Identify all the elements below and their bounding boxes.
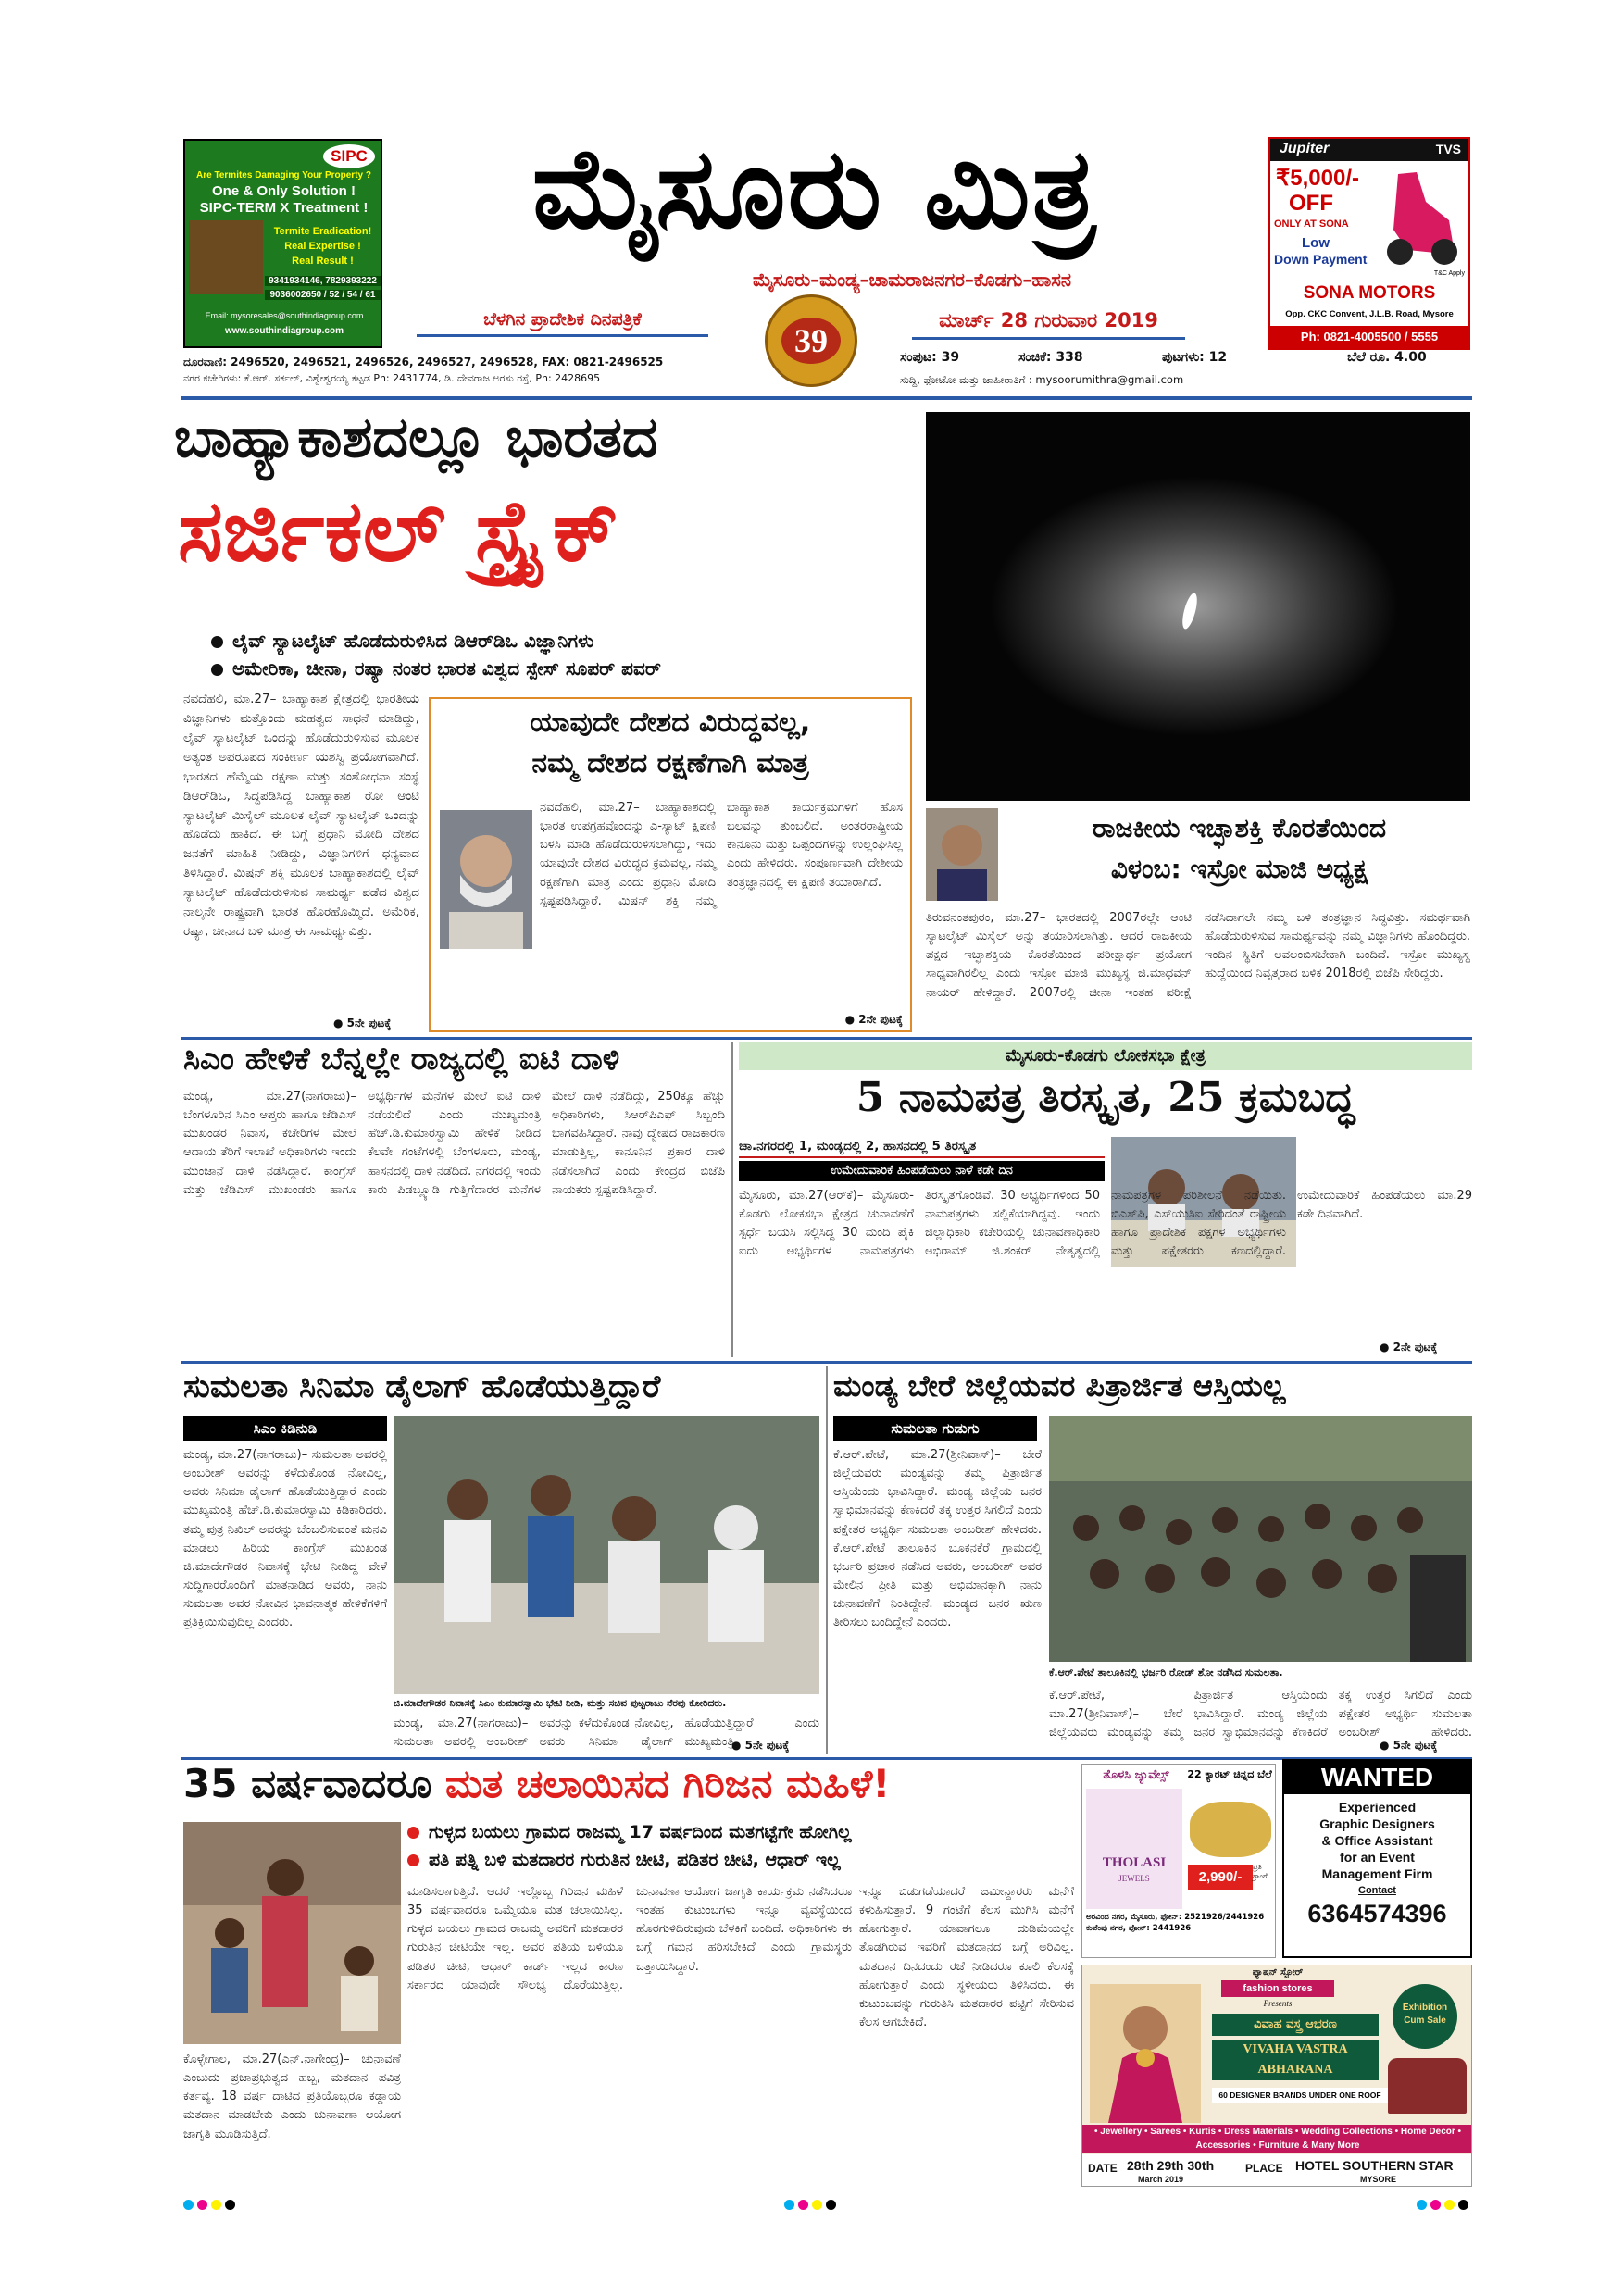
property-caption: ಕೆ.ಆರ್.ಪೇಟೆ ತಾಲೂಕಿನಲ್ಲಿ ಭರ್ಜರಿ ರೋಡ್ ಶೋ ನಡೆಸಿದ ಸುಮಲತಾ.: [1049, 1666, 1283, 1678]
wanted-line2: Graphic Designers: [1319, 1816, 1435, 1831]
property-headline: [833, 1368, 1472, 1404]
sipc-ad[interactable]: [183, 139, 382, 348]
tholasi-karat: 22 ಕ್ಯಾರಟ್ ಚಿನ್ನದ ಬೆಲೆ: [1187, 1768, 1272, 1780]
masthead-phones: ದೂರವಾಣಿ: 2496520, 2496521, 2496526, 2496527, 2496528, FAX: 0821-2496525: [183, 356, 664, 368]
cinema-headline-text: ಸುಮಲತಾ ಸಿನಿಮಾ ಡೈಲಾಗ್ ಹೊಡೆಯುತ್ತಿದ್ದಾರೆ: [183, 1368, 661, 1405]
reg-mark: [1417, 2200, 1427, 2210]
vivaha-title-1: VIVAHA VASTRA: [1212, 2040, 1379, 2060]
wanted-line3: & Office Assistant: [1321, 1833, 1433, 1848]
sona-amount: ₹5,000/-: [1276, 166, 1359, 191]
sipc-elim2: Real Expertise !: [284, 241, 361, 252]
isro-photo: [926, 808, 998, 901]
it-raid-headline: ಸಿಎಂ ಹೇಳಿಕೆ ಬೆನ್ನಲ್ಲೇ ರಾಜ್ಯದಲ್ಲಿ ಐಟಿ ದಾಳಿ: [183, 1041, 620, 1078]
vivaha-badge-2: Cum Sale: [1404, 2015, 1446, 2026]
nomination-sub-1: ಚಾ.ನಗರದಲ್ಲಿ 1, ಮಂಡ್ಯದಲ್ಲಿ 2, ಹಾಸನದಲ್ಲಿ 5 ತಿರಸ್ಕೃತ: [739, 1139, 1105, 1158]
modi-headline-2: ನಮ್ಮ ದೇಶದ ರಕ್ಷಣೆಗಾಗಿ ಮಾತ್ರ: [531, 747, 809, 780]
isro-body: ತಿರುವನಂತಪುರಂ, ಮಾ.27– ಭಾರತದಲ್ಲಿ 2007ರಲ್ಲೇ ಆಂಟಿ ಸ್ಯಾಟಲೈಟ್ ಮಿಸೈಲ್ ಅನ್ನು ತಯಾರಿಸಲಾಗಿತ್ತು. ಆದರೆ ರಾಜಕೀಯ ಪಕ್ಷದ ಇಚ್ಛಾಶಕ್ತಿಯ ಕೊರತೆಯಿಂದ ಪರೀಕ್ಷಾರ್ಥ ಪ್ರಯೋಗ ಸಾಧ್ಯವಾಗಿರಲಿಲ್ಲ ಎಂದು ಇಸ್ರೋ ಮಾಜಿ ಮುಖ್ಯಸ್ಥ ಜಿ.ಮಾಧವನ್ ನಾಯರ್ ಹೇಳಿದ್ದಾರೆ. 2007ರಲ್ಲಿ ಚೀನಾ ಇಂತಹ ಪರೀಕ್ಷೆ ನಡೆಸಿದಾಗಲೇ ನಮ್ಮ ಬಳಿ ತಂತ್ರಜ್ಞಾನ ಸಿದ್ಧವಿತ್ತು. ಸಮರ್ಥವಾಗಿ ಹೊಡೆದುರುಳಿಸುವ ಸಾಮರ್ಥ್ಯವನ್ನು ನಮ್ಮ ವಿಜ್ಞಾನಿಗಳು ಹೊಂದಿದ್ದರು. ಇಂದಿನ ಸ್ಥಿತಿಗೆ ಅವಲಂಬಿಸಬೇಕಾಗಿ ಬಂದಿದೆ. ಇಸ್ರೋ ಮುಖ್ಯಸ್ಥ ಹುದ್ದೆಯಿಂದ ನಿವೃತ್ತರಾದ ಬಳಿಕ 2018ರಲ್ಲಿ ಬಿಜೆಪಿ ಸೇರಿದ್ದರು.: [926, 911, 1470, 1000]
vivaha-date: 28th 29th 30th: [1127, 2158, 1215, 2173]
masthead-date: ಮಾರ್ಚ್ 28 ಗುರುವಾರ 2019: [912, 309, 1185, 340]
rule-1: [181, 1037, 1472, 1040]
vivaha-badge-1: Exhibition: [1402, 2003, 1448, 2013]
sipc-logo: SIPC: [323, 144, 375, 168]
vivaha-title-kn: ವಿವಾಹ ವಸ್ತ್ರ ಆಭರಣ: [1212, 2014, 1379, 2036]
it-raid-body: ಮಂಡ್ಯ, ಮಾ.27(ನಾಗರಾಜು)– ಬೆಂಗಳೂರಿನ ಸಿಎಂ ಆಪ್ತರು ಹಾಗೂ ಜೆಡಿಎಸ್ ಮುಖಂಡರ ನಿವಾಸ, ಕಚೇರಿಗಳ ಮೇಲೆ ಆದಾಯ ತೆರಿಗೆ ಇಲಾಖೆ ಅಧಿಕಾರಿಗಳು ಇಂದು ಮುಂಜಾನೆ ದಾಳಿ ನಡೆಸಿದ್ದಾರೆ. ಕಾಂಗ್ರೆಸ್ ಮತ್ತು ಜೆಡಿಎಸ್ ಮುಖಂಡರು ಹಾಗೂ ಅಭ್ಯರ್ಥಿಗಳ ಮನೆಗಳ ಮೇಲೆ ಐಟಿ ದಾಳಿ ನಡೆಯಲಿದೆ ಎಂದು ಮುಖ್ಯಮಂತ್ರಿ ಹೆಚ್.ಡಿ.ಕುಮಾರಸ್ವಾಮಿ ಹೇಳಿಕೆ ನೀಡಿದ ಕೆಲವೇ ಗಂಟೆಗಳಲ್ಲಿ ಬೆಂಗಳೂರು, ಮಂಡ್ಯ, ಹಾಸನದಲ್ಲಿ ದಾಳಿ ನಡೆದಿದೆ. ನಗರದಲ್ಲಿ ಇಂದು ಕಾರು ಪಿಡಬ್ಲ್ಯೂಡಿ ಗುತ್ತಿಗೆದಾರರ ಮನೆಗಳ ಮೇಲೆ ದಾಳಿ ನಡೆದಿದ್ದು, 250ಕ್ಕೂ ಹೆಚ್ಚು ಅಧಿಕಾರಿಗಳು, ಸಿಆರ್‌ಪಿಎಫ್ ಸಿಬ್ಬಂದಿ ಭಾಗವಹಿಸಿದ್ದಾರೆ. ನಾವು ದ್ವೇಷದ ರಾಜಕಾರಣ ಮಾಡುತ್ತಿಲ್ಲ, ಕಾನೂನಿನ ಪ್ರಕಾರ ದಾಳಿ ನಡೆಸಲಾಗಿದೆ ಎಂದು ಕೇಂದ್ರದ ಬಿಜೆಪಿ ನಾಯಕರು ಸ್ಪಷ್ಟಪಡಿಸಿದ್ದಾರೆ.: [183, 1090, 725, 1197]
cinema-label: ಸಿಎಂ ಕಿಡಿನುಡಿ: [183, 1416, 387, 1441]
sona-addr: Opp. CKC Convent, J.L.B. Road, Mysore: [1285, 309, 1454, 319]
modi-box: [429, 697, 912, 1032]
cinema-caption: ಜಿ.ಮಾದೇಗೌಡರ ನಿವಾಸಕ್ಕೆ ಸಿಎಂ ಕುಮಾರಸ್ವಾಮಿ ಭೇಟಿ ನೀಡಿ, ಮತ್ತು ಸಚಿವ ಪುಟ್ಟರಾಜು ನೆರವು ಕೋರಿದರು.: [394, 1698, 727, 1709]
masthead-issue: ಸಂಚಿಕೆ: 338: [1018, 350, 1083, 365]
lead-headline-1: ಬಾಹ್ಯಾಕಾಶದಲ್ಲೂ ಭಾರತದ: [174, 406, 658, 470]
masthead-pages: ಪುಟಗಳು: 12: [1162, 350, 1228, 365]
reg-mark: [225, 2200, 235, 2210]
tholasi-unit: ಪ್ರತಿ ಗ್ರಾಂಗೆ: [1253, 1863, 1268, 1880]
sona-phone: Ph: 0821-4005500 / 5555: [1270, 326, 1468, 348]
sona-only: ONLY AT SONA: [1274, 218, 1349, 230]
property-photo: [1049, 1416, 1472, 1662]
vivaha-city: MYSORE: [1360, 2175, 1397, 2184]
lead-body: ನವದೆಹಲಿ, ಮಾ.27– ಬಾಹ್ಯಾಕಾಶ ಕ್ಷೇತ್ರದಲ್ಲಿ ಭಾರತೀಯ ವಿಜ್ಞಾನಿಗಳು ಮತ್ತೊಂದು ಮಹತ್ವದ ಸಾಧನೆ ಮಾಡಿದ್ದು, ಲೈವ್ ಸ್ಯಾಟಲೈಟ್ ಒಂದನ್ನು ಹೊಡೆದುರುಳಿಸುವ ಮೂಲಕ ಅತ್ಯಂತ ಅಪರೂಪದ ಸಂಕೀರ್ಣ ಯಶಸ್ವಿ ಪ್ರಯೋಗವಾಗಿದೆ. ಭಾರತದ ಹೆಮ್ಮೆಯ ರಕ್ಷಣಾ ಮತ್ತು ಸಂಶೋಧನಾ ಸಂಸ್ಥೆ ಡಿಆರ್‌ಡಿಒ, ಸಿದ್ಧಪಡಿಸಿದ್ದ ಬಾಹ್ಯಾಕಾಶ ರೋ ಆಂಟಿ ಸ್ಯಾಟಲೈಟ್ ಮಿಸೈಲ್ ಮೂಲಕ ಲೈವ್ ಸ್ಯಾಟಲೈಟ್ ಒಂದನ್ನು ಹೊಡೆದು ಹಾಕಿದೆ. ಈ ಬಗ್ಗೆ ಪ್ರಧಾನಿ ಮೋದಿ ದೇಶದ ಜನತೆಗೆ ಮಾಹಿತಿ ನೀಡಿದ್ದು, ವಿಜ್ಞಾನಿಗಳಿಗೆ ಧನ್ಯವಾದ ತಿಳಿಸಿದ್ದಾರೆ. ಮಿಷನ್ ಶಕ್ತಿ ಮೂಲಕ ಬಾಹ್ಯಾಕಾಶದಲ್ಲಿ ಲೈವ್ ಸ್ಯಾಟಲೈಟ್ ಹೊಡೆದುರುಳಿಸುವ ಸಾಮರ್ಥ್ಯ ಪಡೆದ ವಿಶ್ವದ ನಾಲ್ಕನೇ ರಾಷ್ಟ್ರವಾಗಿ ಭಾರತ ಹೊರಹೊಮ್ಮಿದೆ. ಅಮೆರಿಕ, ರಷ್ಯಾ, ಚೀನಾದ ಬಳಿ ಮಾತ್ರ ಈ ಸಾಮರ್ಥ್ಯವಿತ್ತು.: [183, 692, 419, 940]
vivaha-title-2: ABHARANA: [1212, 2060, 1379, 2080]
masthead-tagline: ಬೆಳಗಿನ ಪ್ರಾದೇಶಿಕ ದಿನಪತ್ರಿಕೆ: [417, 309, 708, 337]
lead-bullet-2: [211, 657, 661, 680]
wanted-ad[interactable]: [1282, 1759, 1472, 1958]
wanted-line1: Experienced: [1338, 1800, 1417, 1815]
sipc-elim1: Termite Eradication!: [273, 226, 372, 237]
sona-name: SONA MOTORS: [1303, 283, 1436, 303]
modi-body: ನವದೆಹಲಿ, ಮಾ.27– ಬಾಹ್ಯಾಕಾಶದಲ್ಲಿ ಭಾರತ ಉಪಗ್ರಹವೊಂದನ್ನು ಎ-ಸ್ಯಾಟ್ ಕ್ಷಿಪಣಿ ಬಳಸಿ ಮಾಡಿ ಹೊಡೆದುರುಳಿಸಲಾಗಿದ್ದು, ಇದು ಯಾವುದೇ ದೇಶದ ವಿರುದ್ಧದ ಕ್ರಮವಲ್ಲ, ನಮ್ಮ ರಕ್ಷಣೆಗಾಗಿ ಮಾತ್ರ ಎಂದು ಪ್ರಧಾನಿ ಮೋದಿ ಸ್ಪಷ್ಟಪಡಿಸಿದ್ದಾರೆ. ಮಿಷನ್ ಶಕ್ತಿ ನಮ್ಮ ಬಾಹ್ಯಾಕಾಶ ಕಾರ್ಯಕ್ರಮಗಳಿಗೆ ಹೊಸ ಬಲವನ್ನು ತುಂಬಲಿದೆ. ಅಂತರರಾಷ್ಟ್ರೀಯ ಕಾನೂನು ಮತ್ತು ಒಪ್ಪಂದಗಳನ್ನು ಉಲ್ಲಂಘಿಸಿಲ್ಲ ಎಂದು ಹೇಳಿದರು. ಸಂಪೂರ್ಣವಾಗಿ ದೇಶೀಯ ತಂತ್ರಜ್ಞಾನದಲ್ಲಿ ಈ ಕ್ಷಿಪಣಿ ತಯಾರಾಗಿದೆ.: [540, 801, 903, 908]
vivaha-date-block: [1082, 2154, 1472, 2187]
sipc-web: www.southindiagroup.com: [225, 326, 344, 336]
vivaha-badge: [1393, 1984, 1457, 2049]
wanted-title: WANTED: [1284, 1761, 1470, 1794]
masthead-regions: ಮೈಸೂರು–ಮಂಡ್ಯ–ಚಾಮರಾಜನಗರ–ಕೊಡಗು–ಹಾಸನ: [752, 268, 1072, 291]
reg-mark: [1458, 2200, 1468, 2210]
vivaha-items: • Jewellery • Sarees • Kurtis • Dress Materials • Wedding Collections • Home Decor • Accessories • Furniture & Many More: [1082, 2125, 1472, 2152]
jupiter-logo: Jupiter: [1280, 141, 1330, 156]
tribal-bullet-2-text: ಪತಿ ಪತ್ನಿ ಬಳಿ ಮತದಾರರ ಗುರುತಿನ ಚೀಟಿ, ಪಡಿತರ ಚೀಟಿ, ಆಧಾರ್ ಇಲ್ಲ: [429, 1850, 841, 1870]
emblem-number: 39: [781, 318, 841, 364]
jewellery-photo: [1190, 1802, 1271, 1857]
vivaha-place-label: PLACE: [1245, 2162, 1283, 2175]
tribal-bullet-2: [407, 1850, 1074, 1870]
vivaha-brands: 60 DESIGNER BRANDS UNDER ONE ROOF: [1212, 2088, 1388, 2103]
sona-tc: T&C Apply: [1433, 270, 1465, 277]
masthead-volume: ಸಂಪುಟ: 39: [900, 350, 960, 365]
tribal-body-3: ಇನ್ನೂ ಬಿಡುಗಡೆಯಾದರೆ ಜಮೀನ್ದಾರರು ಮನೆಗೆ ಕಳುಹಿಸುತ್ತಾರೆ. 9 ಗಂಟೆಗೆ ಕೆಲಸ ಮುಗಿಸಿ ಮನೆಗೆ ಹೋಗುತ್ತಾರೆ. ಯಾವಾಗಲೂ ದುಡಿಮೆಯಲ್ಲೇ ತೊಡಗಿರುವ ಇವರಿಗೆ ಮತದಾನದ ಬಗ್ಗೆ ಅರಿವಿಲ್ಲ. ಮತದಾನ ದಿನದಂದು ರಜೆ ನೀಡಿದರೂ ಕೂಲಿ ಕೆಲಸಕ್ಕೆ ಹೋಗುತ್ತಾರೆ ಎಂದು ಸ್ಥಳೀಯರು ತಿಳಿಸಿದರು. ಈ ಕುಟುಂಬವನ್ನು ಗುರುತಿಸಿ ಮತದಾರರ ಪಟ್ಟಿಗೆ ಸೇರಿಸುವ ಕೆಲಸ ಆಗಬೇಕಿದೆ.: [859, 1885, 1074, 2029]
tholasi-ad[interactable]: [1081, 1764, 1276, 1958]
reg-mark: [1430, 2200, 1441, 2210]
masthead-email: ಸುದ್ದಿ, ಫೋಟೋ ಮತ್ತು ಜಾಹೀರಾತಿಗೆ : mysoorumithra@gmail.com: [900, 373, 1184, 386]
nomination-headline: 5 ನಾಮಪತ್ರ ತಿರಸ್ಕೃತ, 25 ಕ್ರಮಬದ್ಧ: [856, 1074, 1355, 1121]
wanted-line5: Management Firm: [1321, 1866, 1433, 1881]
vivaha-store: fashion stores: [1221, 1980, 1334, 1997]
tribal-headline-b: ಮತ ಚಲಾಯಿಸದ ಗಿರಿಜನ ಮಹಿಳೆ!: [444, 1761, 891, 1806]
cinema-body: ಮಂಡ್ಯ, ಮಾ.27(ನಾಗರಾಜು)– ಸುಮಲತಾ ಅವರಲ್ಲಿ ಅಂಬರೀಶ್ ಅವರನ್ನು ಕಳೆದುಕೊಂಡ ನೋವಿಲ್ಲ, ಅವರು ಸಿನಿಮಾ ಡೈಲಾಗ್ ಹೊಡೆಯುತ್ತಿದ್ದಾರೆ ಎಂದು ಮುಖ್ಯಮಂತ್ರಿ ಹೆಚ್.ಡಿ.ಕುಮಾರಸ್ವಾಮಿ ಕಿಡಿಕಾರಿದರು. ತಮ್ಮ ಪುತ್ರ ನಿಖಿಲ್ ಅವರನ್ನು ಬೆಂಬಲಿಸುವಂತೆ ಮನವಿ ಮಾಡಲು ಹಿರಿಯ ಕಾಂಗ್ರೆಸ್ ಮುಖಂಡ ಜಿ.ಮಾದೇಗೌಡರ ನಿವಾಸಕ್ಕೆ ಭೇಟಿ ನೀಡಿದ್ದ ವೇಳೆ ಸುದ್ದಿಗಾರರೊಂದಿಗೆ ಮಾತನಾಡಿದ ಅವರು, ನಾನು ಸುಮಲತಾ ಅವರ ನೋವಿನ ಭಾವನಾತ್ಮಕ ಹೇಳಿಕೆಗಳಿಗೆ ಪ್ರತಿಕ್ರಿಯಿಸುವುದಿಲ್ಲ ಎಂದರು.: [183, 1448, 387, 1630]
masthead-title: ಮೈಸೂರು ಮಿತ್ರ: [531, 125, 1098, 254]
reg-mark: [784, 2200, 794, 2210]
reg-mark: [211, 2200, 221, 2210]
reg-mark: [826, 2200, 836, 2210]
tholasi-logo-box: [1086, 1789, 1182, 1909]
tholasi-logo: THOLASI: [1102, 1855, 1167, 1870]
tholasi-brand-kn: ತೊಳಸಿ ಜ್ಯುವೆಲ್ಸ್: [1103, 1768, 1169, 1782]
property-body-2: ಕೆ.ಆರ್.ಪೇಟೆ, ಮಾ.27(ಶ್ರೀನಿವಾಸ್)– ಬೇರೆ ಜಿಲ್ಲೆಯವರು ಮಂಡ್ಯವನ್ನು ತಮ್ಮ ಪಿತ್ರಾರ್ಜಿತ ಆಸ್ತಿಯೆಂದು ಭಾವಿಸಿದ್ದಾರೆ. ಮಂಡ್ಯ ಜಿಲ್ಲೆಯ ಜನರ ಸ್ವಾಭಿಮಾನವನ್ನು ಕೆಣಕಿದರೆ ತಕ್ಕ ಉತ್ತರ ಸಿಗಲಿದೆ ಎಂದು ಪಕ್ಷೇತರ ಅಭ್ಯರ್ಥಿ ಸುಮಲತಾ ಅಂಬರೀಶ್ ಹೇಳಿದರು.: [1049, 1689, 1472, 1741]
lead-bullet-2-text: ಅಮೇರಿಕಾ, ಚೀನಾ, ರಷ್ಯಾ ನಂತರ ಭಾರತ ವಿಶ್ವದ ಸ್ಪೇಸ್ ಸೂಪರ್ ಪವರ್: [232, 657, 661, 680]
reg-mark: [183, 2200, 194, 2210]
rule-2: [181, 1361, 1472, 1364]
vivaha-presents: Presents: [1263, 1999, 1293, 2008]
tribal-bullet-1: [407, 1822, 1074, 1842]
cinema-headline: [183, 1368, 822, 1405]
wanted-line4: for an Event: [1340, 1850, 1415, 1865]
nomination-body: ಮೈಸೂರು, ಮಾ.27(ಆರ್‌ಕೆ)– ಮೈಸೂರು-ಕೊಡಗು ಲೋಕಸಭಾ ಕ್ಷೇತ್ರದ ಚುನಾವಣೆಗೆ ಸ್ಪರ್ಧೆ ಬಯಸಿ ಸಲ್ಲಿಸಿದ್ದ 30 ಮಂದಿ ಪೈಕಿ ಐದು ಅಭ್ಯರ್ಥಿಗಳ ನಾಮಪತ್ರಗಳು ತಿರಸ್ಕೃತಗೊಂಡಿವೆ. 30 ಅಭ್ಯರ್ಥಿಗಳಿಂದ 50 ನಾಮಪತ್ರಗಳು ಸಲ್ಲಿಕೆಯಾಗಿದ್ದವು. ಇಂದು ಜಿಲ್ಲಾಧಿಕಾರಿ ಕಚೇರಿಯಲ್ಲಿ ಚುನಾವಣಾಧಿಕಾರಿ ಅಭಿರಾಮ್ ಜಿ.ಶಂಕರ್ ನೇತೃತ್ವದಲ್ಲಿ ನಾಮಪತ್ರಗಳ ಪರಿಶೀಲನೆ ನಡೆಯಿತು. ಬಿಎಸ್‌ಪಿ, ಎಸ್‌ಯುಸಿಐ ಸೇರಿದಂತೆ ರಾಷ್ಟ್ರೀಯ ಹಾಗೂ ಪ್ರಾದೇಶಿಕ ಪಕ್ಷಗಳ ಅಭ್ಯರ್ಥಿಗಳು ಮತ್ತು ಪಕ್ಷೇತರರು ಕಣದಲ್ಲಿದ್ದಾರೆ. ಉಮೇದುವಾರಿಕೆ ಹಿಂಪಡೆಯಲು ಮಾ.29 ಕಡೇ ದಿನವಾಗಿದೆ.: [739, 1189, 1472, 1259]
sipc-line1: One & Only Solution !: [212, 183, 356, 199]
modi-continue[interactable]: ● 2ನೇ ಪುಟಕ್ಕೆ: [844, 1013, 903, 1026]
reg-mark: [798, 2200, 808, 2210]
vivaha-month: March 2019: [1138, 2175, 1184, 2184]
reg-mark: [812, 2200, 822, 2210]
sipc-line2: SIPC-TERM X Treatment !: [199, 200, 369, 216]
vivaha-place: HOTEL SOUTHERN STAR: [1295, 2158, 1454, 2173]
tholasi-sub: JEWELS: [1118, 1874, 1150, 1883]
tribal-body-1: ಕೊಳ್ಳೇಗಾಲ, ಮಾ.27(ಎನ್.ನಾಗೇಂದ್ರ)– ಚುನಾವಣೆ ಎಂಬುದು ಪ್ರಜಾಪ್ರಭುತ್ವದ ಹಬ್ಬ, ಮತದಾನ ಪವಿತ್ರ ಕರ್ತವ್ಯ. 18 ವರ್ಷ ದಾಟಿದ ಪ್ರತಿಯೊಬ್ಬರೂ ಕಡ್ಡಾಯ ಮತದಾನ ಮಾಡಬೇಕು ಎಂದು ಚುನಾವಣಾ ಆಯೋಗ ಜಾಗೃತಿ ಮೂಡಿಸುತ್ತಿದೆ.: [183, 2053, 401, 2141]
sipc-elim3: Real Result !: [292, 256, 354, 267]
property-continue[interactable]: ● 5ನೇ ಪುಟಕ್ಕೆ: [1380, 1739, 1438, 1752]
tholasi-addr: ಅರವಿಂದ ನಗರ, ಮೈಸೂರು, ಫೋನ್: 2521926/2441926 ಕುವೆಂಪು ನಗರ, ಫೋನ್: 2441926: [1086, 1913, 1265, 1933]
tholasi-price: 2,990/-: [1188, 1865, 1253, 1890]
nomination-sub-2: ಉಮೇದುವಾರಿಕೆ ಹಿಂಪಡೆಯಲು ನಾಳೆ ಕಡೇ ದಿನ: [739, 1161, 1105, 1181]
lead-bullet-1: [211, 630, 593, 652]
sona-down: Down Payment: [1274, 252, 1368, 267]
tribal-bullet-1-text: ಗುಳ್ಳದ ಬಯಲು ಗ್ರಾಮದ ರಾಜಮ್ಮ 17 ವರ್ಷದಿಂದ ಮತಗಟ್ಟೆಗೇ ಹೋಗಿಲ್ಲ: [429, 1822, 852, 1842]
scooter-photo: [1380, 165, 1461, 268]
tribal-photo: [183, 1822, 401, 2044]
property-headline-text: ಮಂಡ್ಯ ಬೇರೆ ಜಿಲ್ಲೆಯವರ ಪಿತ್ರಾರ್ಜಿತ ಆಸ್ತಿಯಲ್ಲ: [833, 1368, 1286, 1404]
cinema-photo: [394, 1416, 819, 1694]
vivaha-top: ಫ್ಯಾಷನ್ ಸ್ಟೋರ್: [1252, 1967, 1304, 1978]
satellite-night-photo: [926, 412, 1470, 801]
cinema-body-2: ಮಂಡ್ಯ, ಮಾ.27(ನಾಗರಾಜು)– ಸುಮಲತಾ ಅವರಲ್ಲಿ ಅಂಬರೀಶ್ ಅವರನ್ನು ಕಳೆದುಕೊಂಡ ನೋವಿಲ್ಲ, ಅವರು ಸಿನಿಮಾ ಡೈಲಾಗ್ ಹೊಡೆಯುತ್ತಿದ್ದಾರೆ ಎಂದು ಮುಖ್ಯಮಂತ್ರಿ: [394, 1716, 819, 1750]
masthead-price: ಬೆಲೆ ರೂ. 4.00: [1347, 350, 1427, 365]
cinema-continue[interactable]: ● 5ನೇ ಪುಟಕ್ಕೆ: [731, 1739, 790, 1752]
modi-photo: [440, 810, 532, 949]
tvs-logo: TVS: [1435, 142, 1461, 156]
rule-3: [181, 1757, 1472, 1760]
vrule-2: [826, 1366, 828, 1754]
tribal-headline-a: 35 ವರ್ಷವಾದರೂ: [183, 1761, 432, 1806]
bride-photo: [1090, 1984, 1201, 2123]
furniture-photo: [1388, 2058, 1467, 2114]
sipc-termite-photo: [189, 220, 263, 294]
nomination-continue[interactable]: ● 2ನೇ ಪುಟಕ್ಕೆ: [1380, 1341, 1438, 1354]
wanted-contact: Contact: [1358, 1885, 1396, 1896]
isro-headline-1: ರಾಜಕೀಯ ಇಚ್ಛಾಶಕ್ತಿ ಕೊರತೆಯಿಂದ: [1092, 813, 1387, 843]
reg-mark: [197, 2200, 207, 2210]
property-body: ಕೆ.ಆರ್.ಪೇಟೆ, ಮಾ.27(ಶ್ರೀನಿವಾಸ್)– ಬೇರೆ ಜಿಲ್ಲೆಯವರು ಮಂಡ್ಯವನ್ನು ತಮ್ಮ ಪಿತ್ರಾರ್ಜಿತ ಆಸ್ತಿಯೆಂದು ಭಾವಿಸಿದ್ದಾರೆ. ಮಂಡ್ಯ ಜಿಲ್ಲೆಯ ಜನರ ಸ್ವಾಭಿಮಾನವನ್ನು ಕೆಣಕಿದರೆ ತಕ್ಕ ಉತ್ತರ ಸಿಗಲಿದೆ ಎಂದು ಪಕ್ಷೇತರ ಅಭ್ಯರ್ಥಿ ಸುಮಲತಾ ಅಂಬರೀಶ್ ಹೇಳಿದರು. ಕೆ.ಆರ್.ಪೇಟೆ ತಾಲೂಕಿನ ಬೂಕನಕೆರೆ ಗ್ರಾಮದಲ್ಲಿ ಭರ್ಜರಿ ಪ್ರಚಾರ ನಡೆಸಿದ ಅವರು, ಅಂಬರೀಶ್ ಅವರ ಮೇಲಿನ ಪ್ರೀತಿ ಮತ್ತು ಅಭಿಮಾನಕ್ಕಾಗಿ ನಾನು ಚುನಾವಣೆಗೆ ನಿಂತಿದ್ದೇನೆ. ಮಂಡ್ಯದ ಜನರ ಋಣ ತೀರಿಸಲು ಬಂದಿದ್ದೇನೆ ಎಂದರು.: [833, 1448, 1042, 1630]
vrule-1: [731, 1042, 733, 1357]
isro-headline-2: ವಿಳಂಬ: ಇಸ್ರೋ ಮಾಜಿ ಅಧ್ಯಕ್ಷ: [1110, 854, 1368, 884]
tribal-body-2: ಮಾಡಿಸಲಾಗುತ್ತಿದೆ. ಆದರೆ ಇಲ್ಲೊಬ್ಬ ಗಿರಿಜನ ಮಹಿಳೆ 35 ವರ್ಷವಾದರೂ ಒಮ್ಮೆಯೂ ಮತ ಚಲಾಯಿಸಿಲ್ಲ. ಗುಳ್ಳದ ಬಯಲು ಗ್ರಾಮದ ರಾಜಮ್ಮ ಅವರಿಗೆ ಮತದಾರರ ಗುರುತಿನ ಚೀಟಿಯೇ ಇಲ್ಲ. ಅವರ ಪತಿಯ ಬಳಿಯೂ ಪಡಿತರ ಚೀಟಿ, ಆಧಾರ್ ಕಾರ್ಡ್ ಇಲ್ಲದ ಕಾರಣ ಸರ್ಕಾರದ ಯಾವುದೇ ಸೌಲಭ್ಯ ದೊರೆಯುತ್ತಿಲ್ಲ. ಚುನಾವಣಾ ಆಯೋಗ ಜಾಗೃತಿ ಕಾರ್ಯಕ್ರಮ ನಡೆಸಿದರೂ ಇಂತಹ ಕುಟುಂಬಗಳು ಇನ್ನೂ ವ್ಯವಸ್ಥೆಯಿಂದ ಹೊರಗುಳಿದಿರುವುದು ಬೆಳಕಿಗೆ ಬಂದಿದೆ. ಅಧಿಕಾರಿಗಳು ಈ ಬಗ್ಗೆ ಗಮನ ಹರಿಸಬೇಕಿದೆ ಎಂದು ಗ್ರಾಮಸ್ಥರು ಒತ್ತಾಯಿಸಿದ್ದಾರೆ.: [407, 1885, 852, 1992]
lead-headline-2: ಸರ್ಜಿಕಲ್ ಸ್ಟ್ರೈಕ್: [178, 481, 619, 580]
masthead-rule: [181, 396, 1472, 400]
sipc-phone2: 9036002650 / 52 / 54 / 61: [265, 290, 381, 300]
sipc-question: Are Termites Damaging Your Property ?: [196, 170, 371, 181]
wanted-phone[interactable]: 6364574396: [1307, 1900, 1447, 1928]
lead-bullet-1-text: ಲೈವ್ ಸ್ಯಾಟಲೈಟ್ ಹೊಡೆದುರುಳಿಸಿದ ಡಿಆರ್‌ಡಿಒ ವಿಜ್ಞಾನಿಗಳು: [232, 630, 594, 652]
reg-mark: [1444, 2200, 1455, 2210]
vivaha-date-label: DATE: [1088, 2162, 1118, 2175]
sipc-email: Email: mysoresales@southindiagroup.com: [205, 311, 364, 320]
modi-headline-1: ಯಾವುದೇ ದೇಶದ ವಿರುದ್ಧವಲ್ಲ,: [530, 706, 811, 739]
property-label: ಸುಮಲತಾ ಗುಡುಗು: [833, 1416, 1037, 1441]
sona-low: Low: [1302, 235, 1330, 251]
nomination-label: ಮೈಸೂರು-ಕೊಡಗು ಲೋಕಸಭಾ ಕ್ಷೇತ್ರ: [739, 1042, 1472, 1070]
sona-motors-ad[interactable]: [1268, 137, 1470, 350]
masthead-city-office: ನಗರ ಕಚೇರಿಗಳು: ಕೆ.ಆರ್. ಸರ್ಕಲ್, ವಿಶ್ವೇಶ್ವರಯ್ಯ ಕಟ್ಟಡ Ph: 2431774, ಡಿ. ದೇವರಾಜ ಅರಸು ರಸ್ತೆ, Ph: 2428695: [183, 372, 601, 384]
tribal-headline: [183, 1761, 1072, 1807]
sipc-phone1: 9341934146, 7829393222: [265, 276, 381, 286]
jupiter-brand: [1270, 139, 1468, 161]
lead-continue[interactable]: ● 5ನೇ ಪುಟಕ್ಕೆ: [333, 1017, 392, 1029]
sona-off: OFF: [1289, 191, 1333, 216]
vivaha-ad[interactable]: [1081, 1965, 1472, 2187]
